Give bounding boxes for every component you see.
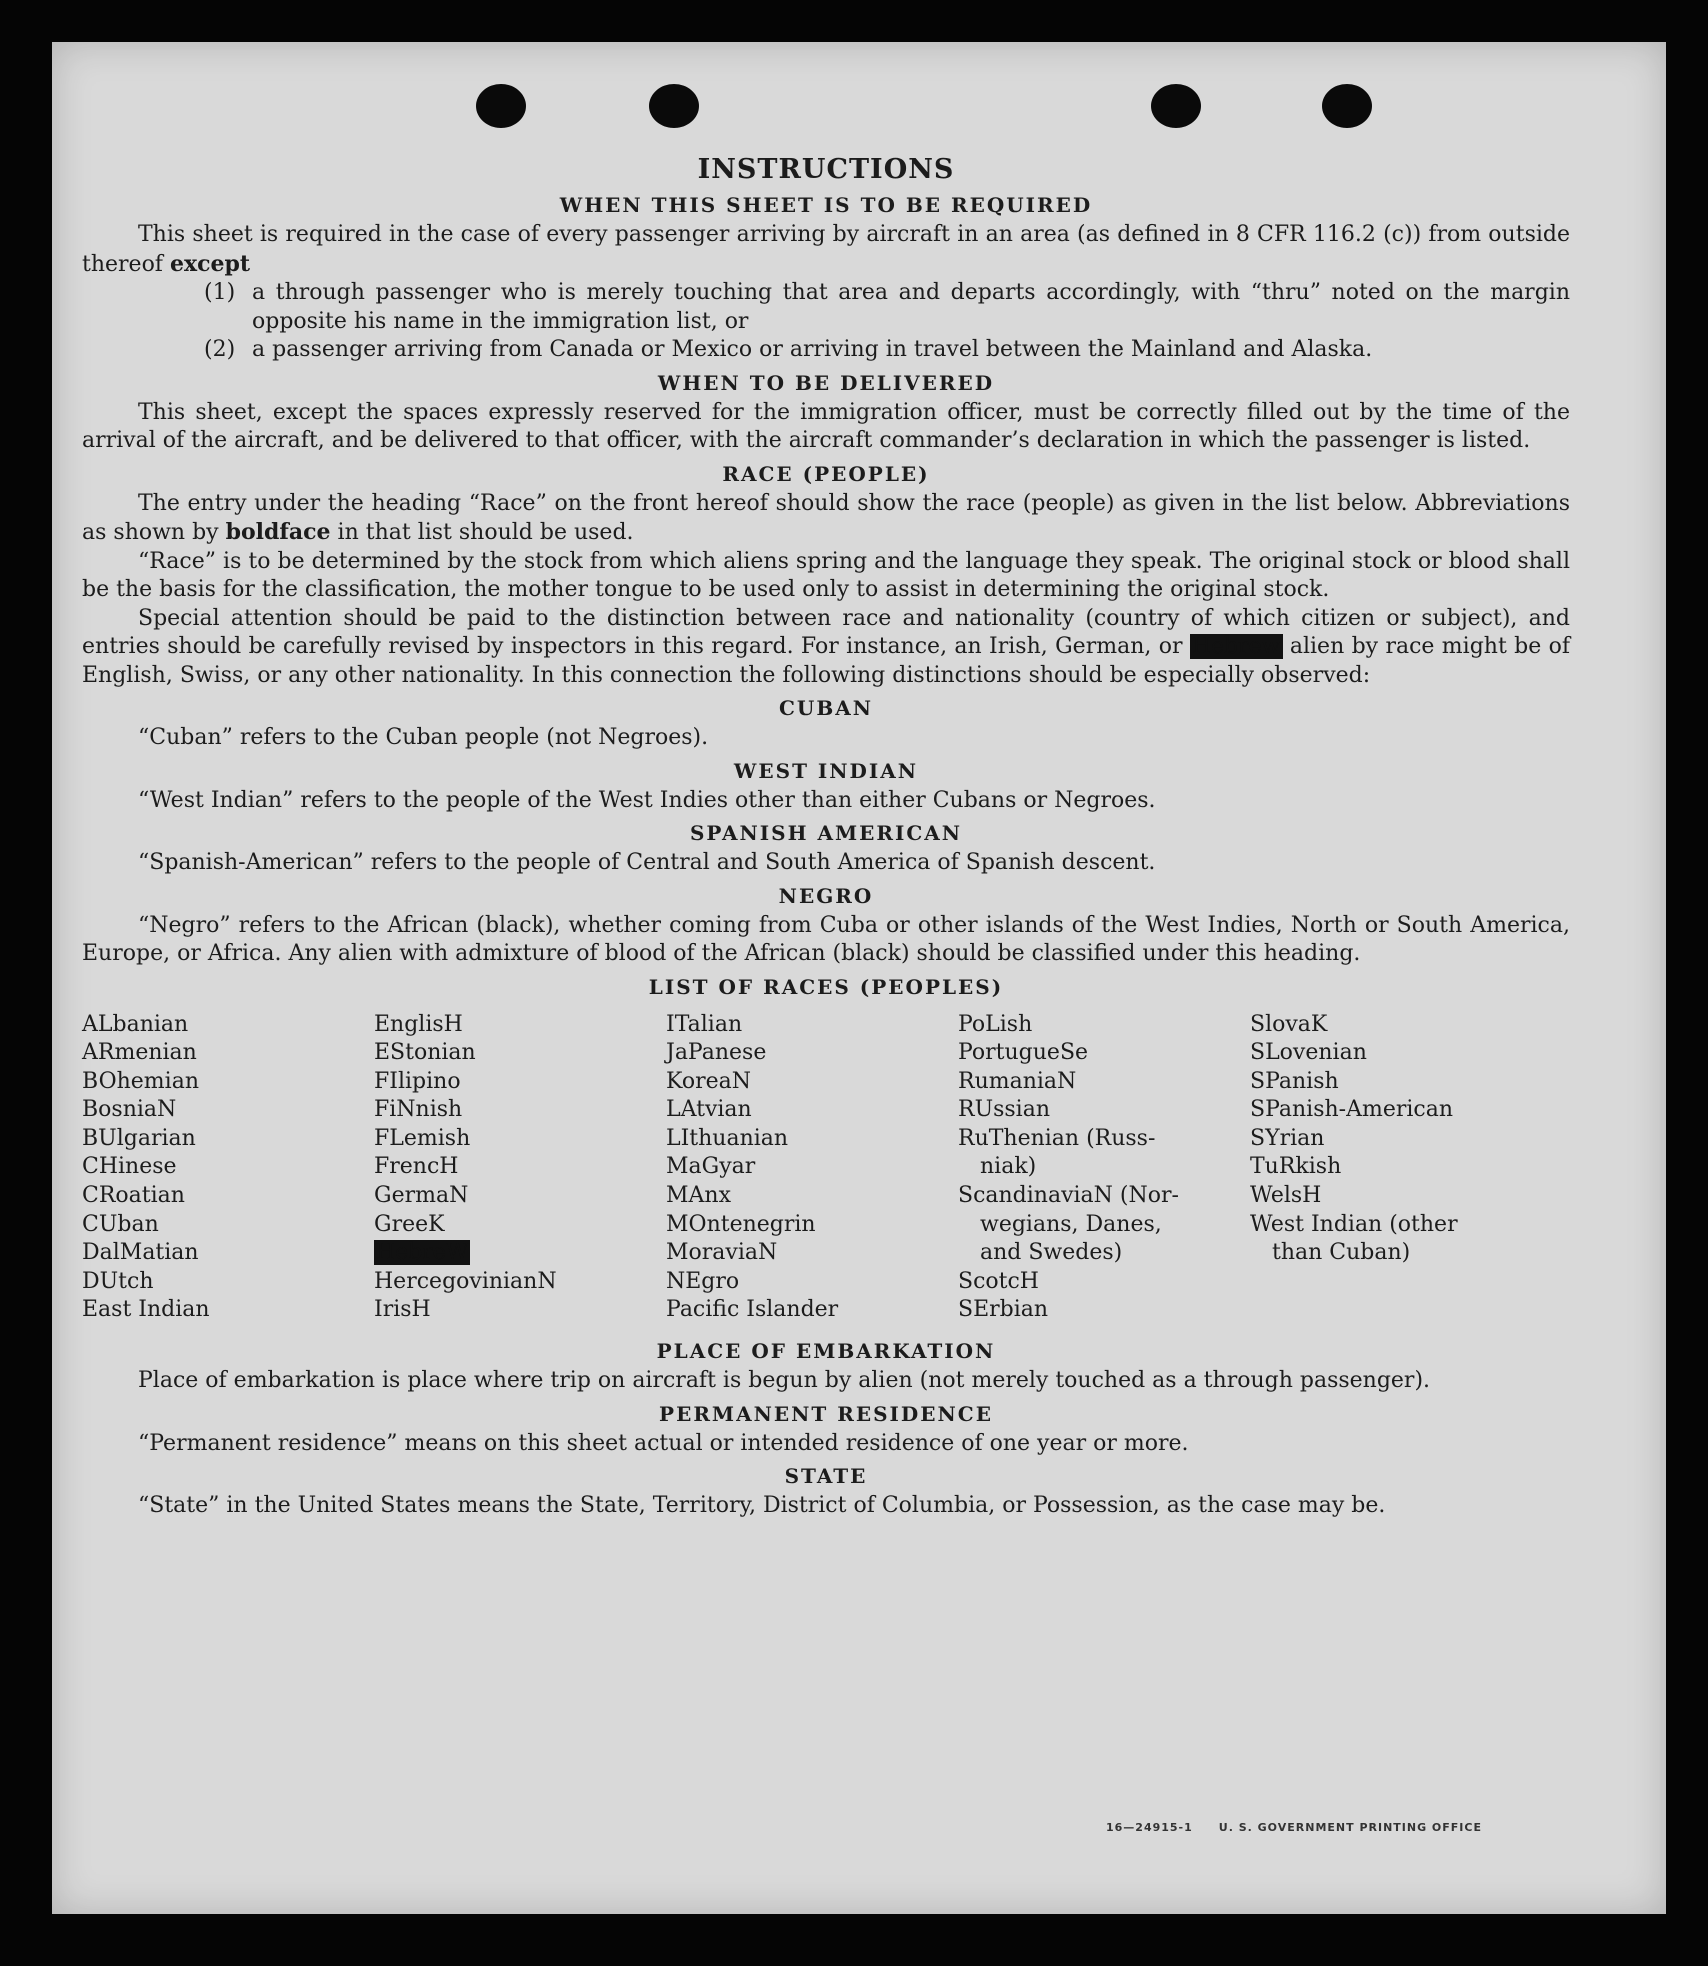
redacted-word: Hebrew	[1191, 634, 1281, 659]
race-list	[82, 1011, 1570, 1326]
race-item: SPanish-American	[1250, 1097, 1454, 1123]
race-item: SErbian	[958, 1297, 1049, 1323]
section-heading: WEST INDIAN	[733, 758, 919, 783]
race-item: DUtch	[82, 1268, 154, 1294]
list-item: (1) a through passenger who is merely touching that area and departs accordingly, with “thru” noted on the margin opposite his name in the immigration list, or	[204, 280, 1570, 334]
race-item: Pacific Islander	[666, 1297, 839, 1323]
section-heading: PERMANENT RESIDENCE	[659, 1401, 993, 1426]
race-item: WelsH	[1250, 1183, 1322, 1209]
punch-hole	[476, 84, 526, 128]
race-column	[666, 1011, 958, 1326]
section-heading: WHEN THIS SHEET IS TO BE REQUIRED	[559, 193, 1093, 217]
form-number: 16—24915-1	[1105, 1821, 1193, 1834]
page-title: INSTRUCTIONS	[697, 154, 955, 185]
race-column	[374, 1011, 666, 1326]
race-item: FIlipino	[374, 1068, 461, 1094]
race-item: ITalian	[666, 1011, 743, 1037]
section-heading: STATE	[784, 1464, 868, 1489]
race-item: SYrian	[1250, 1125, 1325, 1151]
race-item: MAnx	[666, 1183, 731, 1209]
race-column	[82, 1011, 374, 1326]
race-item: BUlgarian	[82, 1125, 196, 1151]
paragraph: “Negro” refers to the African (black), whether coming from Cuba or other islands of the West Indies, North or South America, Europe, or Africa. Any alien with admixture of blood of the African (black) should be classified under this heading.	[82, 912, 1570, 966]
race-item: West Indian (other	[1250, 1211, 1458, 1237]
section-heading: LIST OF RACES (PEOPLES)	[648, 974, 1004, 999]
paragraph: “Permanent residence” means on this sheet actual or intended residence of one year or more.	[138, 1430, 1189, 1456]
race-item: SPanish	[1250, 1068, 1339, 1094]
race-item: ScandinaviaN (Nor-	[958, 1183, 1179, 1209]
punch-hole	[1322, 84, 1372, 128]
race-item: HercegovinianN	[374, 1268, 557, 1294]
punch-hole	[649, 84, 699, 128]
race-item-continued: wegians, Danes,	[980, 1211, 1162, 1237]
paragraph: Place of embarkation is place where trip on aircraft is begun by alien (not merely touched as a through passenger).	[138, 1368, 1431, 1394]
race-item: BOhemian	[82, 1068, 199, 1094]
race-column	[958, 1011, 1250, 1326]
printer-imprint	[1080, 1821, 1482, 1834]
paragraph: The entry under the heading “Race” on the front hereof should show the race (people) as given in the list below. Abbreviations as shown by boldface in that list should be used.	[82, 490, 1570, 545]
race-item-redacted: HebreW	[376, 1240, 469, 1266]
race-item: DalMatian	[82, 1240, 199, 1266]
race-column	[1250, 1011, 1542, 1326]
race-item: KoreaN	[666, 1068, 751, 1094]
race-item: JaPanese	[666, 1040, 767, 1066]
paragraph: “Cuban” refers to the Cuban people (not Negroes).	[138, 725, 709, 750]
race-item: ARmenian	[82, 1040, 197, 1066]
race-item-continued: niak)	[980, 1154, 1037, 1180]
race-item: PortugueSe	[958, 1040, 1089, 1066]
race-item: ScotcH	[958, 1268, 1039, 1294]
race-item: SLovenian	[1250, 1040, 1367, 1066]
race-item: MoraviaN	[666, 1240, 778, 1266]
race-item: LAtvian	[666, 1097, 752, 1123]
paragraph: “Spanish-American” refers to the people of Central and South America of Spanish descent.	[138, 850, 1156, 875]
race-item: RUssian	[958, 1097, 1051, 1123]
race-item: GermaN	[374, 1183, 469, 1209]
race-item: CUban	[82, 1211, 159, 1237]
race-item: EnglisH	[374, 1011, 463, 1037]
race-item-continued: than Cuban)	[1272, 1240, 1411, 1266]
list-item: (2) a passenger arriving from Canada or Mexico or arriving in travel between the Mainland and Alaska.	[204, 337, 1373, 362]
race-item: CRoatian	[82, 1183, 185, 1209]
race-item: BosniaN	[82, 1097, 177, 1123]
race-item: EStonian	[374, 1040, 476, 1066]
paragraph: Special attention should be paid to the distinction between race and nationality (country of which citizen or subject), and entries should be carefully revised by inspectors in this regard. For instance, an Irish, German, or Hebrew alien by race might be of English, Swiss, or any other nationality. In this connection the following distinctions should be especially observed:	[82, 605, 1570, 688]
race-item: FiNnish	[374, 1097, 463, 1123]
race-item: MOntenegrin	[666, 1211, 816, 1237]
race-item: FLemish	[374, 1125, 471, 1151]
race-item: NEgro	[666, 1268, 740, 1294]
race-item: ALbanian	[82, 1011, 189, 1037]
paragraph: This sheet, except the spaces expressly reserved for the immigration officer, must be correctly filled out by the time of the arrival of the aircraft, and be delivered to that officer, with the aircraft commander’s declaration in which the passenger is listed.	[82, 399, 1570, 453]
section-heading: SPANISH AMERICAN	[689, 821, 963, 845]
punch-hole	[1151, 84, 1201, 128]
race-item: GreeK	[374, 1211, 445, 1237]
race-item: FrencH	[374, 1154, 459, 1180]
race-item: IrisH	[374, 1297, 431, 1323]
race-item: PoLish	[958, 1011, 1033, 1037]
race-item: TuRkish	[1250, 1154, 1342, 1180]
section-heading: WHEN TO BE DELIVERED	[657, 370, 995, 395]
instructions-content	[82, 154, 1570, 1521]
race-item: East Indian	[82, 1297, 210, 1323]
paragraph: “West Indian” refers to the people of the West Indies other than either Cubans or Negroes.	[138, 787, 1156, 813]
paragraph: “State” in the United States means the State, Territory, District of Columbia, or Possession, as the case may be.	[138, 1493, 1386, 1519]
race-item: CHinese	[82, 1154, 177, 1180]
document-sheet	[52, 42, 1666, 1914]
race-item: RuThenian (Russ-	[958, 1125, 1156, 1151]
paragraph: “Race” is to be determined by the stock from which aliens spring and the language they speak. The original stock or blood shall be the basis for the classification, the mother tongue to be used only to assist in determining the original stock.	[82, 548, 1570, 602]
section-heading: NEGRO	[778, 883, 874, 908]
section-heading: CUBAN	[778, 696, 874, 720]
printer-name: U. S. GOVERNMENT PRINTING OFFICE	[1218, 1821, 1482, 1834]
race-item: MaGyar	[666, 1154, 756, 1180]
section-heading: PLACE OF EMBARKATION	[656, 1339, 996, 1364]
race-item: SlovaK	[1250, 1011, 1328, 1037]
race-item-continued: and Swedes)	[980, 1240, 1123, 1266]
paragraph: This sheet is required in the case of every passenger arriving by aircraft in an area (as defined in 8 CFR 116.2 (c)) from outside thereof except	[82, 222, 1570, 277]
race-item: LIthuanian	[666, 1125, 789, 1151]
race-item: RumaniaN	[958, 1068, 1077, 1094]
section-heading: RACE (PEOPLE)	[722, 461, 930, 486]
